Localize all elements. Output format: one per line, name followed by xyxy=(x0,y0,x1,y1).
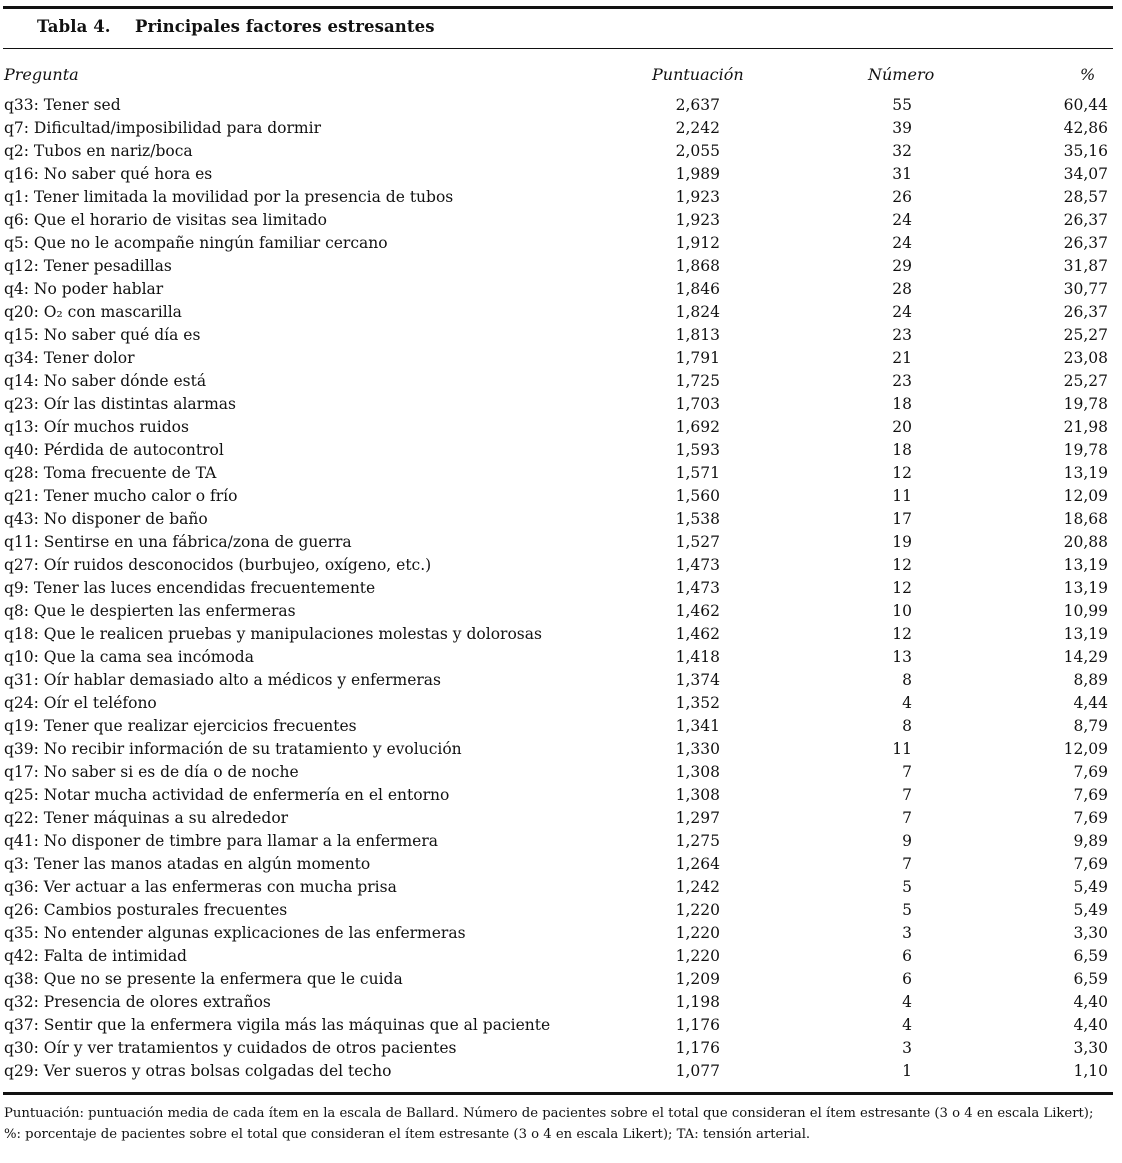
question-cell: q24: Oír el teléfono xyxy=(4,694,157,712)
table-row xyxy=(4,393,1108,416)
number-cell: 3 xyxy=(902,924,912,942)
table-row xyxy=(4,1060,1108,1083)
question-cell: q43: No disponer de baño xyxy=(4,510,208,528)
score-cell: 1,824 xyxy=(675,303,720,321)
score-cell: 1,989 xyxy=(675,165,720,183)
score-cell: 1,341 xyxy=(675,717,720,735)
header-question: Pregunta xyxy=(4,65,79,84)
score-cell: 1,571 xyxy=(675,464,720,482)
question-cell: q1: Tener limitada la movilidad por la presencia de tubos xyxy=(4,188,454,206)
question-cell: q29: Ver sueros y otras bolsas colgadas del techo xyxy=(4,1062,392,1080)
number-cell: 4 xyxy=(902,993,912,1011)
number-cell: 8 xyxy=(902,717,912,735)
score-cell: 1,462 xyxy=(675,625,720,643)
score-cell: 1,176 xyxy=(675,1016,720,1034)
score-cell: 1,242 xyxy=(675,878,720,896)
score-cell: 1,692 xyxy=(675,418,720,436)
table-row xyxy=(4,255,1108,278)
question-cell: q9: Tener las luces encendidas frecuentemente xyxy=(4,579,376,597)
table-row xyxy=(4,94,1108,117)
question-cell: q19: Tener que realizar ejercicios frecuentes xyxy=(4,717,357,735)
question-cell: q3: Tener las manos atadas en algún momento xyxy=(4,855,371,873)
number-cell: 7 xyxy=(902,786,912,804)
number-cell: 31 xyxy=(892,165,912,183)
number-cell: 23 xyxy=(892,326,912,344)
question-cell: q8: Que le despierten las enfermeras xyxy=(4,602,296,620)
table-footnote: Puntuación: puntuación media de cada ítem en la escala de Ballard. Número de pacientes sobre el total que consideran el ítem estresante (3 o 4 en escala Likert); %: porcentaje de pacientes sobre el total que consideran el ítem estresante (3 o 4 en escala Likert); TA: tensión arterial. xyxy=(4,1106,1094,1142)
number-cell: 28 xyxy=(892,280,912,298)
number-cell: 5 xyxy=(902,901,912,919)
question-cell: q27: Oír ruidos desconocidos (burbujeo, oxígeno, etc.) xyxy=(4,556,432,574)
table-row xyxy=(4,669,1108,692)
number-cell: 4 xyxy=(902,1016,912,1034)
table-row xyxy=(4,117,1108,140)
percent-cell: 3,30 xyxy=(1073,1039,1108,1057)
question-cell: q17: No saber si es de día o de noche xyxy=(4,763,299,781)
question-cell: q7: Dificultad/imposibilidad para dormir xyxy=(4,119,321,137)
question-cell: q26: Cambios posturales frecuentes xyxy=(4,901,288,919)
table-row xyxy=(4,301,1108,324)
percent-cell: 8,79 xyxy=(1073,717,1108,735)
number-cell: 24 xyxy=(892,234,912,252)
percent-cell: 6,59 xyxy=(1073,970,1108,988)
score-cell: 1,220 xyxy=(675,924,720,942)
percent-cell: 42,86 xyxy=(1063,119,1108,137)
table-row xyxy=(4,646,1108,669)
question-cell: q37: Sentir que la enfermera vigila más las máquinas que al paciente xyxy=(4,1016,551,1034)
table-row xyxy=(4,899,1108,922)
table-row xyxy=(4,508,1108,531)
question-cell: q15: No saber qué día es xyxy=(4,326,201,344)
number-cell: 17 xyxy=(892,510,912,528)
number-cell: 18 xyxy=(892,441,912,459)
question-cell: q41: No disponer de timbre para llamar a la enfermera xyxy=(4,832,438,850)
question-cell: q36: Ver actuar a las enfermeras con mucha prisa xyxy=(4,878,397,896)
table-row xyxy=(4,232,1108,255)
score-cell: 1,923 xyxy=(675,211,720,229)
number-cell: 26 xyxy=(892,188,912,206)
percent-cell: 9,89 xyxy=(1073,832,1108,850)
percent-cell: 26,37 xyxy=(1063,234,1108,252)
question-cell: q35: No entender algunas explicaciones de las enfermeras xyxy=(4,924,466,942)
number-cell: 18 xyxy=(892,395,912,413)
percent-cell: 7,69 xyxy=(1073,855,1108,873)
number-cell: 7 xyxy=(902,809,912,827)
score-cell: 1,220 xyxy=(675,901,720,919)
score-cell: 1,912 xyxy=(675,234,720,252)
percent-cell: 13,19 xyxy=(1063,556,1108,574)
question-cell: q18: Que le realicen pruebas y manipulaciones molestas y dolorosas xyxy=(4,625,542,643)
question-cell: q42: Falta de intimidad xyxy=(4,947,187,965)
question-cell: q22: Tener máquinas a su alrededor xyxy=(4,809,289,827)
table-row xyxy=(4,439,1108,462)
question-cell: q2: Tubos en nariz/boca xyxy=(4,142,193,160)
score-cell: 1,220 xyxy=(675,947,720,965)
score-cell: 1,791 xyxy=(675,349,720,367)
question-cell: q6: Que el horario de visitas sea limitado xyxy=(4,211,327,229)
number-cell: 5 xyxy=(902,878,912,896)
table-row xyxy=(4,324,1108,347)
score-cell: 1,374 xyxy=(675,671,720,689)
top-rule xyxy=(3,6,1113,9)
number-cell: 6 xyxy=(902,947,912,965)
score-cell: 2,637 xyxy=(675,96,720,114)
number-cell: 4 xyxy=(902,694,912,712)
score-cell: 1,462 xyxy=(675,602,720,620)
number-cell: 29 xyxy=(892,257,912,275)
question-cell: q38: Que no se presente la enfermera que le cuida xyxy=(4,970,403,988)
score-cell: 1,725 xyxy=(675,372,720,390)
number-cell: 55 xyxy=(892,96,912,114)
number-cell: 39 xyxy=(892,119,912,137)
question-cell: q39: No recibir información de su tratamiento y evolución xyxy=(4,740,462,758)
score-cell: 1,560 xyxy=(675,487,720,505)
table-row xyxy=(4,784,1108,807)
table-row xyxy=(4,991,1108,1014)
score-cell: 1,868 xyxy=(675,257,720,275)
percent-cell: 5,49 xyxy=(1073,878,1108,896)
percent-cell: 12,09 xyxy=(1063,487,1108,505)
percent-cell: 6,59 xyxy=(1073,947,1108,965)
question-cell: q16: No saber qué hora es xyxy=(4,165,213,183)
score-cell: 1,813 xyxy=(675,326,720,344)
percent-cell: 7,69 xyxy=(1073,809,1108,827)
table-title: Principales factores estresantes xyxy=(135,17,435,36)
percent-cell: 7,69 xyxy=(1073,786,1108,804)
number-cell: 23 xyxy=(892,372,912,390)
number-cell: 13 xyxy=(892,648,912,666)
percent-cell: 20,88 xyxy=(1063,533,1108,551)
number-cell: 12 xyxy=(892,625,912,643)
percent-cell: 60,44 xyxy=(1063,96,1108,114)
number-cell: 7 xyxy=(902,763,912,781)
percent-cell: 13,19 xyxy=(1063,625,1108,643)
header-percent: % xyxy=(1080,65,1096,84)
table-row xyxy=(4,807,1108,830)
score-cell: 1,593 xyxy=(675,441,720,459)
percent-cell: 4,40 xyxy=(1073,1016,1108,1034)
score-cell: 1,308 xyxy=(675,786,720,804)
percent-cell: 3,30 xyxy=(1073,924,1108,942)
number-cell: 21 xyxy=(892,349,912,367)
score-cell: 1,176 xyxy=(675,1039,720,1057)
question-cell: q13: Oír muchos ruidos xyxy=(4,418,189,436)
table-caption xyxy=(37,17,435,36)
percent-cell: 28,57 xyxy=(1063,188,1108,206)
score-cell: 1,527 xyxy=(675,533,720,551)
percent-cell: 30,77 xyxy=(1063,280,1108,298)
number-cell: 19 xyxy=(892,533,912,551)
score-cell: 2,055 xyxy=(675,142,720,160)
score-cell: 1,330 xyxy=(675,740,720,758)
table-row xyxy=(4,968,1108,991)
table-row xyxy=(4,554,1108,577)
score-cell: 1,538 xyxy=(675,510,720,528)
percent-cell: 18,68 xyxy=(1063,510,1108,528)
number-cell: 24 xyxy=(892,211,912,229)
percent-cell: 5,49 xyxy=(1073,901,1108,919)
percent-cell: 26,37 xyxy=(1063,303,1108,321)
score-cell: 1,846 xyxy=(675,280,720,298)
number-cell: 10 xyxy=(892,602,912,620)
percent-cell: 4,40 xyxy=(1073,993,1108,1011)
score-cell: 1,077 xyxy=(675,1062,720,1080)
score-cell: 1,923 xyxy=(675,188,720,206)
number-cell: 6 xyxy=(902,970,912,988)
question-cell: q11: Sentirse en una fábrica/zona de guerra xyxy=(4,533,352,551)
table-row xyxy=(4,738,1108,761)
percent-cell: 4,44 xyxy=(1073,694,1108,712)
table-row xyxy=(4,462,1108,485)
percent-cell: 8,89 xyxy=(1073,671,1108,689)
table-row xyxy=(4,278,1108,301)
score-cell: 1,275 xyxy=(675,832,720,850)
number-cell: 8 xyxy=(902,671,912,689)
question-cell: q10: Que la cama sea incómoda xyxy=(4,648,254,666)
percent-cell: 25,27 xyxy=(1063,372,1108,390)
table-row xyxy=(4,416,1108,439)
number-cell: 3 xyxy=(902,1039,912,1057)
table-row xyxy=(4,876,1108,899)
caption-rule xyxy=(3,48,1113,49)
table-row xyxy=(4,140,1108,163)
header-number: Número xyxy=(868,65,935,84)
percent-cell: 12,09 xyxy=(1063,740,1108,758)
score-cell: 1,703 xyxy=(675,395,720,413)
number-cell: 12 xyxy=(892,464,912,482)
score-cell: 1,264 xyxy=(675,855,720,873)
table-row xyxy=(4,761,1108,784)
table-row xyxy=(4,163,1108,186)
question-cell: q40: Pérdida de autocontrol xyxy=(4,441,224,459)
percent-cell: 1,10 xyxy=(1073,1062,1108,1080)
table-row xyxy=(4,370,1108,393)
table-row xyxy=(4,1014,1108,1037)
number-cell: 20 xyxy=(892,418,912,436)
percent-cell: 26,37 xyxy=(1063,211,1108,229)
number-cell: 32 xyxy=(892,142,912,160)
percent-cell: 13,19 xyxy=(1063,579,1108,597)
number-cell: 7 xyxy=(902,855,912,873)
table-row xyxy=(4,347,1108,370)
table-body xyxy=(4,94,1108,1083)
question-cell: q4: No poder hablar xyxy=(4,280,164,298)
number-cell: 1 xyxy=(902,1062,912,1080)
table-row xyxy=(4,715,1108,738)
number-cell: 11 xyxy=(892,487,912,505)
table-row xyxy=(4,945,1108,968)
percent-cell: 10,99 xyxy=(1063,602,1108,620)
number-cell: 12 xyxy=(892,556,912,574)
number-cell: 9 xyxy=(902,832,912,850)
percent-cell: 19,78 xyxy=(1063,395,1108,413)
percent-cell: 23,08 xyxy=(1063,349,1108,367)
table-row xyxy=(4,600,1108,623)
table-row xyxy=(4,1037,1108,1060)
table-row xyxy=(4,692,1108,715)
score-cell: 2,242 xyxy=(675,119,720,137)
table-row xyxy=(4,623,1108,646)
header-score: Puntuación xyxy=(652,65,744,84)
percent-cell: 34,07 xyxy=(1063,165,1108,183)
question-cell: q30: Oír y ver tratamientos y cuidados de otros pacientes xyxy=(4,1039,457,1057)
percent-cell: 13,19 xyxy=(1063,464,1108,482)
percent-cell: 35,16 xyxy=(1063,142,1108,160)
percent-cell: 7,69 xyxy=(1073,763,1108,781)
question-cell: q14: No saber dónde está xyxy=(4,372,207,390)
table-row xyxy=(4,485,1108,508)
question-cell: q23: Oír las distintas alarmas xyxy=(4,395,236,413)
table-label: Tabla 4. xyxy=(37,17,111,36)
score-cell: 1,297 xyxy=(675,809,720,827)
score-cell: 1,352 xyxy=(675,694,720,712)
question-cell: q5: Que no le acompañe ningún familiar cercano xyxy=(4,234,388,252)
question-cell: q33: Tener sed xyxy=(4,96,121,114)
table-row xyxy=(4,830,1108,853)
number-cell: 24 xyxy=(892,303,912,321)
table-row xyxy=(4,186,1108,209)
question-cell: q31: Oír hablar demasiado alto a médicos y enfermeras xyxy=(4,671,441,689)
percent-cell: 19,78 xyxy=(1063,441,1108,459)
score-cell: 1,209 xyxy=(675,970,720,988)
question-cell: q34: Tener dolor xyxy=(4,349,135,367)
percent-cell: 14,29 xyxy=(1063,648,1108,666)
question-cell: q28: Toma frecuente de TA xyxy=(4,464,217,482)
percent-cell: 25,27 xyxy=(1063,326,1108,344)
score-cell: 1,308 xyxy=(675,763,720,781)
question-cell: q25: Notar mucha actividad de enfermería en el entorno xyxy=(4,786,450,804)
data-table xyxy=(4,94,1108,1083)
score-cell: 1,418 xyxy=(675,648,720,666)
table-row xyxy=(4,577,1108,600)
number-cell: 12 xyxy=(892,579,912,597)
number-cell: 11 xyxy=(892,740,912,758)
table-row xyxy=(4,209,1108,232)
bottom-rule xyxy=(3,1092,1113,1095)
score-cell: 1,473 xyxy=(675,579,720,597)
score-cell: 1,198 xyxy=(675,993,720,1011)
percent-cell: 31,87 xyxy=(1063,257,1108,275)
table-row xyxy=(4,922,1108,945)
question-cell: q20: O₂ con mascarilla xyxy=(4,303,182,321)
question-cell: q21: Tener mucho calor o frío xyxy=(4,487,238,505)
score-cell: 1,473 xyxy=(675,556,720,574)
question-cell: q32: Presencia de olores extraños xyxy=(4,993,271,1011)
table-row xyxy=(4,853,1108,876)
percent-cell: 21,98 xyxy=(1063,418,1108,436)
question-cell: q12: Tener pesadillas xyxy=(4,257,172,275)
table-row xyxy=(4,531,1108,554)
